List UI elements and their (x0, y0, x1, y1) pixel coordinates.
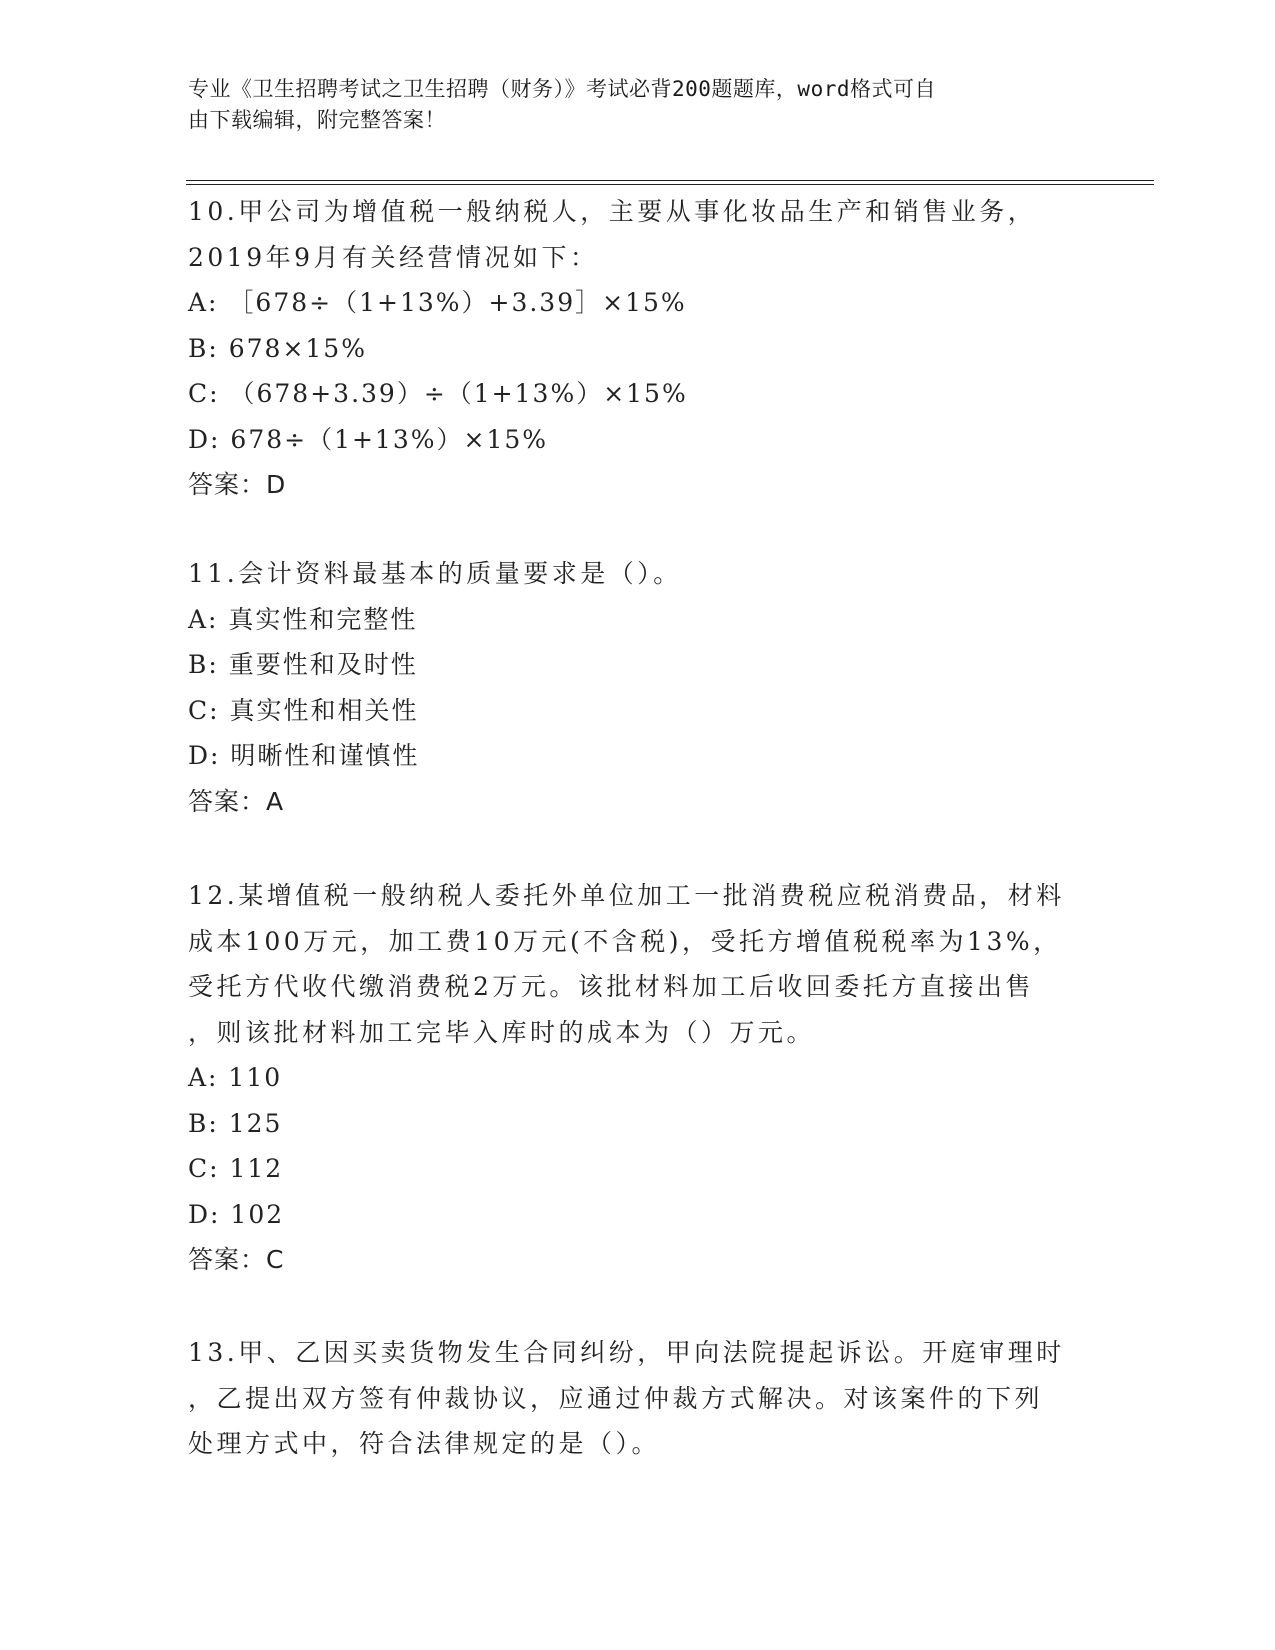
question-13 (188, 1330, 1078, 1467)
option-a: A: 110 (188, 1063, 283, 1092)
question-12 (188, 873, 1078, 1283)
question-stem-line: ，则该批材料加工完毕入库时的成本为（）万元。 (188, 1017, 816, 1047)
header-divider-top (186, 180, 1154, 181)
document-header (188, 74, 1068, 136)
question-stem-line: 13.甲、乙因买卖货物发生合同纠纷，甲向法院提起诉讼。开庭审理时 (188, 1338, 1065, 1367)
option-a: A: 真实性和完整性 (188, 604, 418, 634)
question-stem-line: 2019年9月有关经营情况如下： (188, 242, 599, 272)
option-b: B: 125 (188, 1108, 283, 1138)
option-d: D: 678÷（1+13%）×15% (188, 424, 549, 454)
option-b: B: 重要性和及时性 (188, 650, 418, 679)
header-line-1: 专业《卫生招聘考试之卫生招聘（财务）》考试必背200题题库，word格式可自 (188, 77, 936, 101)
option-c: C: 真实性和相关性 (188, 695, 419, 725)
header-divider-bottom (186, 184, 1154, 185)
question-stem-line: ，乙提出双方签有仲裁协议，应通过仲裁方式解决。对该案件的下列 (188, 1383, 1044, 1413)
question-stem-line: 处理方式中，符合法律规定的是（）。 (188, 1429, 661, 1458)
question-stem-line: 受托方代收代缴消费税2万元。该批材料加工后收回委托方直接出售 (188, 972, 1034, 1001)
option-a: A: ［678÷（1+13%）+3.39］×15% (188, 288, 687, 317)
question-stem-line: 10.甲公司为增值税一般纳税人，主要从事化妆品生产和销售业务， (188, 197, 1037, 226)
question-11 (188, 551, 1078, 824)
option-c: C: 112 (188, 1154, 284, 1183)
option-b: B: 678×15% (188, 333, 367, 363)
answer-line: 答案：D (188, 470, 287, 499)
question-10 (188, 189, 1078, 508)
header-line-2: 由下载编辑，附完整答案！ (188, 108, 446, 132)
option-d: D: 明晰性和谨慎性 (188, 741, 420, 770)
question-stem-line: 12.某增值税一般纳税人委托外单位加工一批消费税应税消费品，材料 (188, 881, 1065, 910)
answer-line: 答案：A (188, 786, 285, 816)
option-c: C: （678+3.39）÷（1+13%）×15% (188, 379, 688, 408)
question-stem-line: 成本100万元，加工费10万元(不含税)，受托方增值税税率为13%， (188, 926, 1062, 956)
answer-line: 答案：C (188, 1245, 285, 1274)
option-d: D: 102 (188, 1199, 285, 1229)
question-stem-line: 11.会计资料最基本的质量要求是（）。 (188, 559, 682, 588)
